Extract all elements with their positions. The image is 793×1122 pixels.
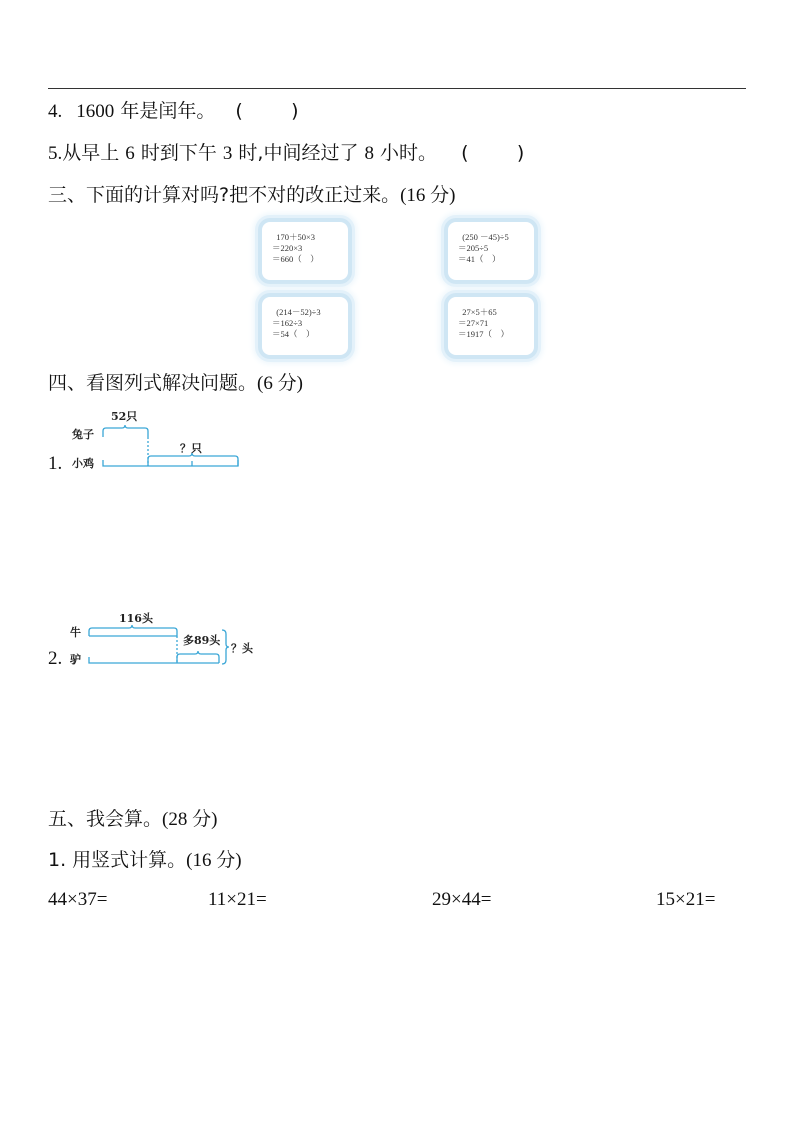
item-text: 从早上 — [62, 142, 126, 164]
row-label-donkey: 驴 — [70, 653, 81, 666]
section-score: (28 分) — [162, 809, 218, 830]
section-5-heading — [48, 807, 217, 832]
top-value-label: 52只 — [111, 410, 138, 423]
calc-line: (214－52)÷3 — [272, 307, 321, 317]
section-title: 五、我会算。 — [48, 808, 163, 830]
unknown-label: ？只 — [180, 442, 202, 455]
difference-label: 多89头 — [183, 634, 221, 647]
calc-line: ＝27×71 — [458, 318, 489, 328]
item-text: 年是闰年。 — [114, 100, 216, 122]
answer-blank[interactable]: ( ) — [235, 100, 299, 122]
row-label-cow: 牛 — [70, 626, 81, 639]
section-score: (6 分) — [257, 373, 303, 394]
calc-line[interactable]: ＝41（ ） — [458, 254, 501, 264]
item-text: 时,中间经过了 — [232, 142, 365, 164]
problem-number: 1. — [48, 453, 63, 474]
calc-line[interactable]: ＝54（ ） — [272, 329, 315, 339]
calc-line: ＝205÷5 — [458, 243, 489, 253]
calc-line: (250 －45)÷5 — [458, 232, 509, 242]
item-number: 4. — [48, 101, 63, 122]
item-year: 1600 — [76, 101, 115, 122]
section-title: 四、看图列式解决问题。 — [48, 372, 258, 394]
item-number: 5. — [48, 143, 63, 164]
problem-number: 2. — [48, 648, 63, 669]
vertical-calc-problem-2: 11×21= — [208, 889, 267, 910]
item-text: 时到下午 — [134, 142, 223, 164]
vertical-calc-problem-3: 29×44= — [432, 889, 492, 910]
item-value: 3 — [222, 143, 233, 164]
item-value: 6 — [125, 143, 135, 164]
calc-line: 27×5＋65 — [458, 307, 497, 317]
calc-line: ＝162÷3 — [272, 318, 303, 328]
item-text: 小时。 — [374, 142, 438, 164]
vertical-calc-problem-1: 44×37= — [48, 889, 108, 910]
calc-line: ＝220×3 — [272, 243, 303, 253]
calc-line[interactable]: ＝1917（ ） — [458, 329, 510, 339]
calc-line: 170＋50×3 — [272, 232, 316, 242]
top-value-label: 116头 — [119, 612, 153, 625]
subsection-1-heading — [48, 848, 242, 873]
unknown-label: ？头 — [231, 642, 253, 655]
subsection-score: (16 分) — [186, 850, 242, 871]
answer-blank[interactable]: ( ) — [461, 142, 525, 164]
section-score: (16 分) — [400, 185, 456, 206]
row-label-rabbit: 兔子 — [72, 428, 94, 441]
item-value: 8 — [364, 143, 375, 164]
vertical-calc-problem-4: 15×21= — [656, 889, 716, 910]
row-label-chick: 小鸡 — [72, 457, 94, 470]
section-title: 三、下面的计算对吗?把不对的改正过来。 — [48, 184, 401, 206]
subsection-title: 1. 用竖式计算。 — [48, 849, 187, 871]
calc-line[interactable]: ＝660（ ） — [272, 254, 319, 264]
